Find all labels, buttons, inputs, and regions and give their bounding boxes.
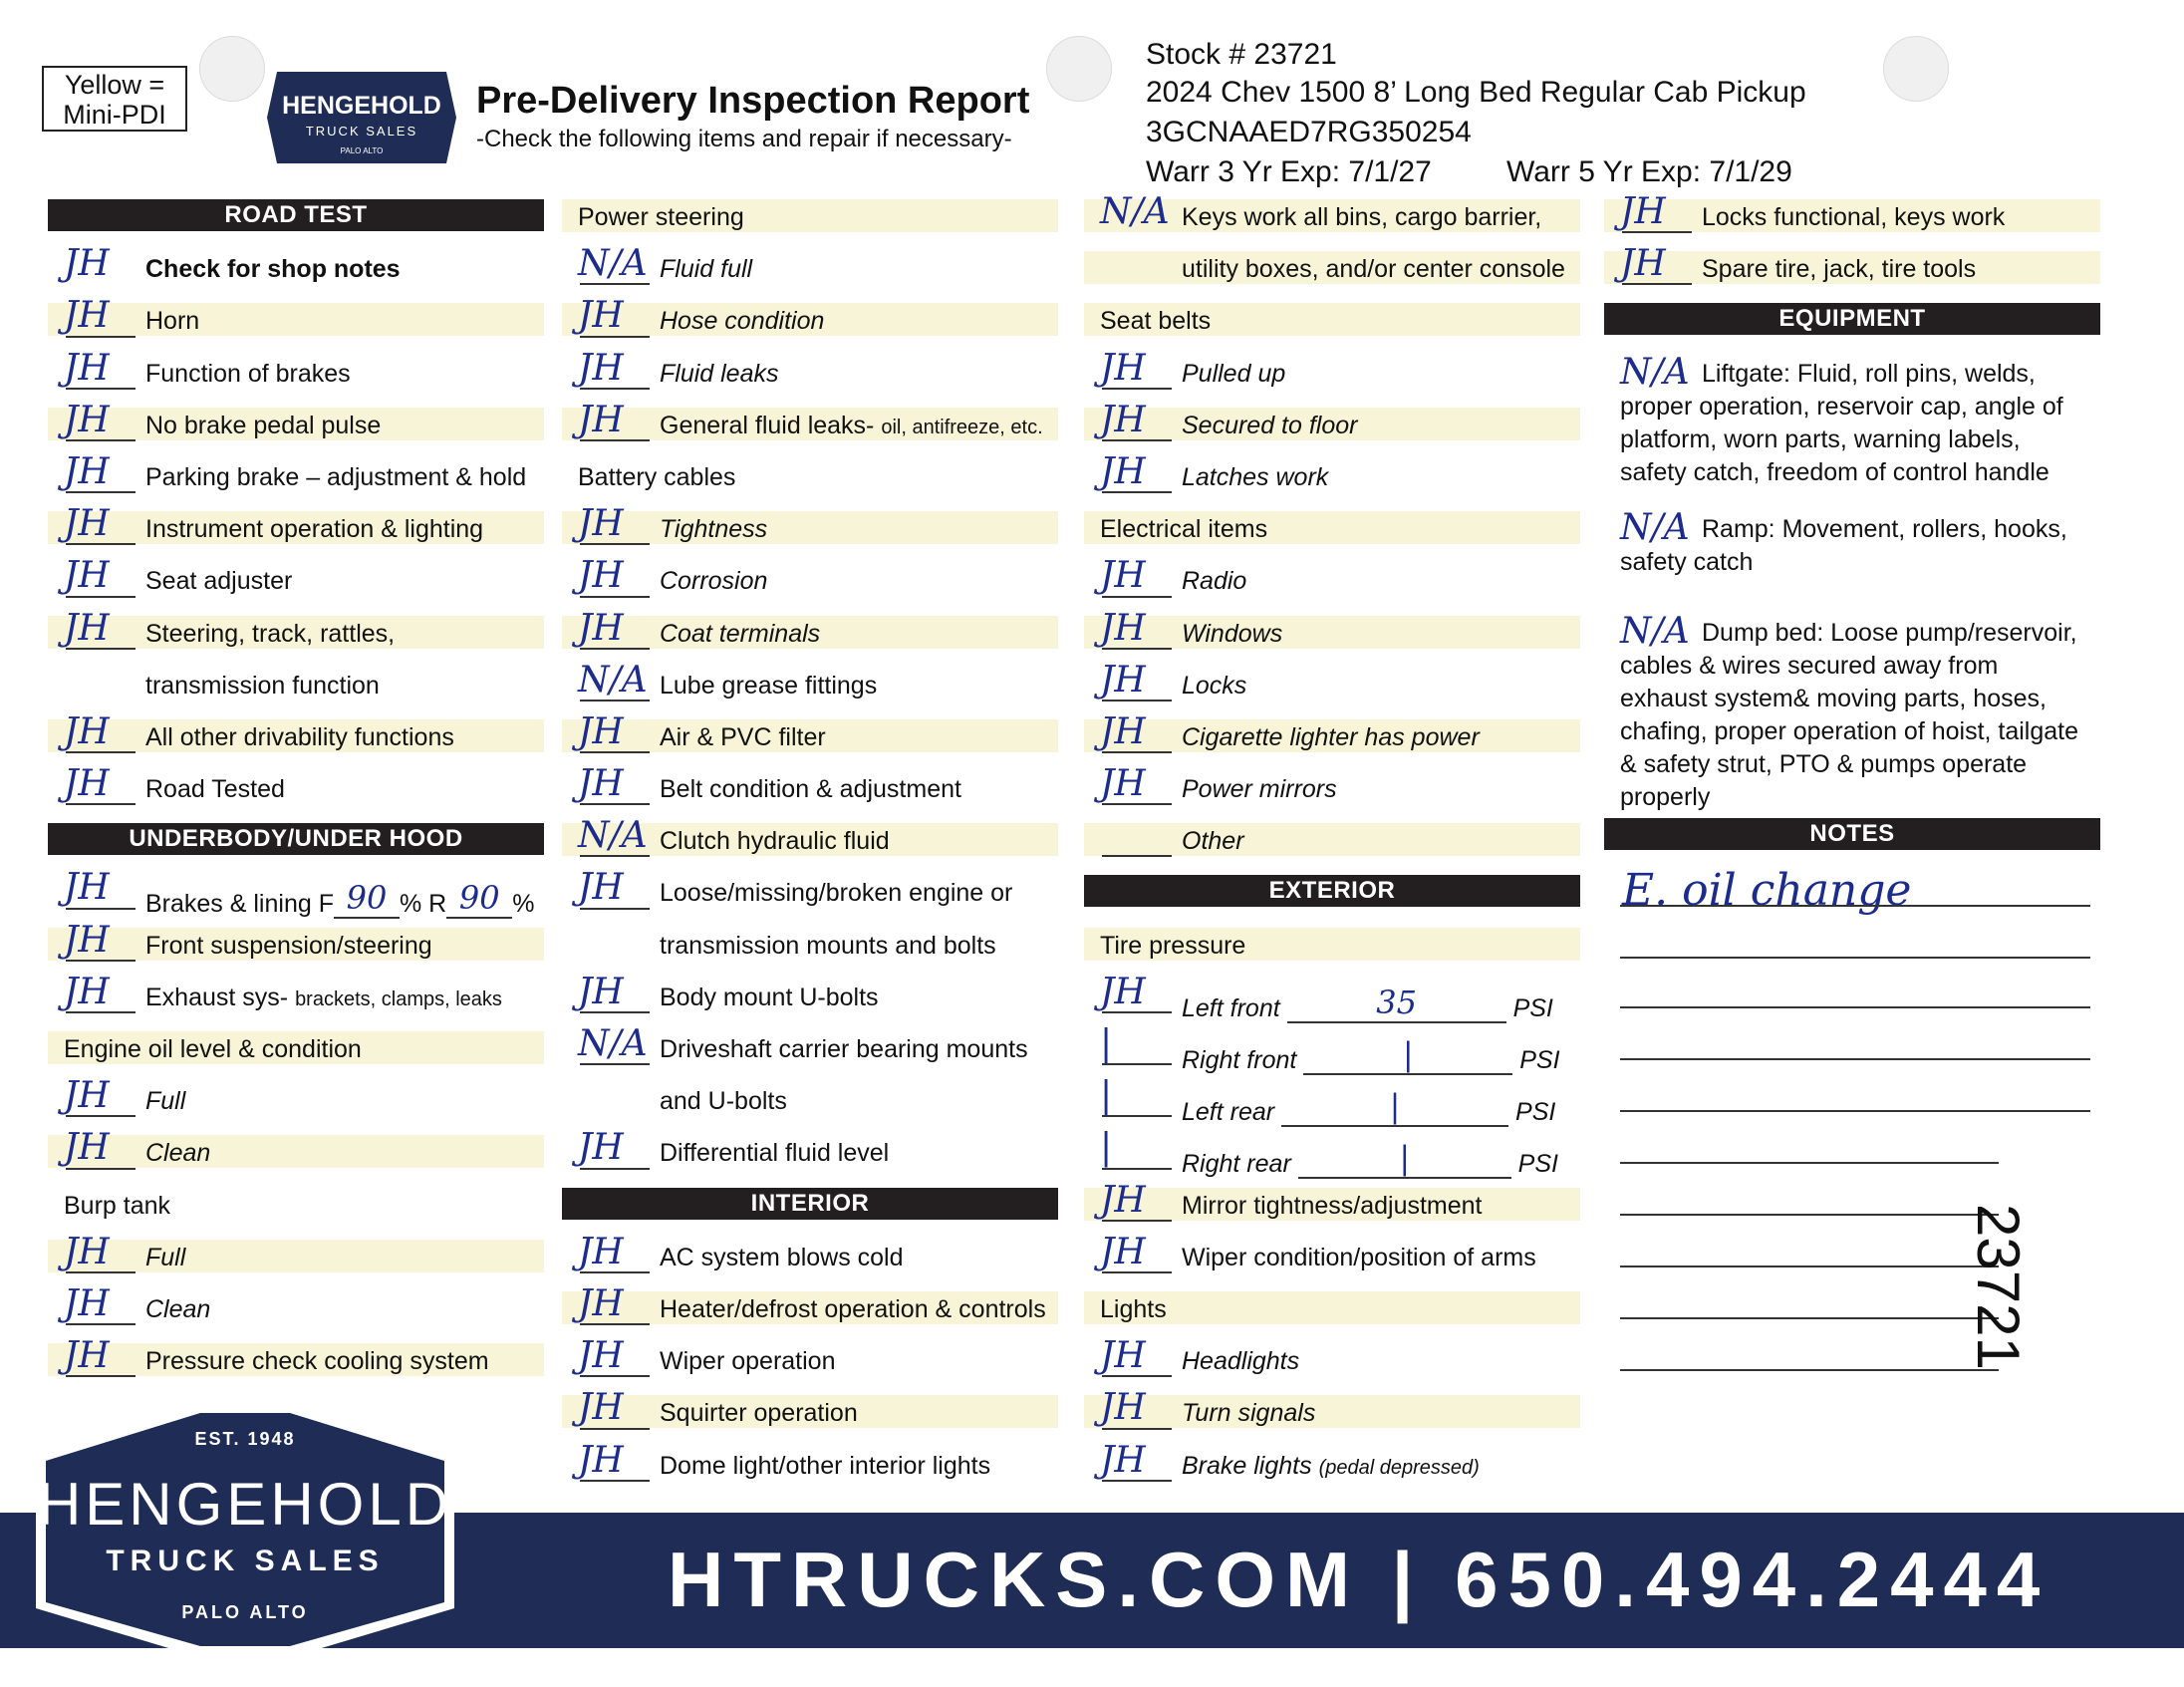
sub-heading-row [562, 195, 1058, 247]
sub-heading: Power steering [578, 203, 744, 231]
check-row [562, 763, 1058, 819]
tag-line-1: Yellow = [64, 70, 165, 100]
initials: JH [1100, 607, 1146, 649]
sub-heading: Seat belts [1100, 307, 1212, 336]
item-label: utility boxes, and/or center console [1182, 255, 1565, 284]
sub-heading: Battery cables [578, 462, 736, 491]
item-label [1182, 1035, 1560, 1075]
initials: JH [578, 503, 624, 545]
tire-label: Right front [1182, 1046, 1297, 1074]
front-lining-value: 90 [334, 879, 400, 919]
item-label: Latches work [1182, 462, 1329, 491]
item-label: Secured to floor [1182, 411, 1358, 439]
check-row-cont [1084, 247, 1580, 299]
item-label: Fluid leaks [660, 359, 779, 388]
check-row [1084, 1439, 1580, 1496]
section-road-test: ROAD TEST [48, 199, 544, 231]
item-label: Tightness [660, 515, 768, 544]
sub-heading-row [1084, 924, 1580, 976]
check-row [48, 919, 544, 976]
check-row [48, 503, 544, 559]
column-equipment-notes [1604, 191, 2100, 866]
check-row [562, 503, 1058, 559]
sub-heading-row [48, 1184, 544, 1236]
initials: JH [1100, 763, 1146, 805]
initials: JH [1100, 555, 1146, 597]
sub-heading-row [1084, 507, 1580, 559]
column-road-test [48, 195, 544, 1391]
check-row [562, 1231, 1058, 1287]
initials: JH [578, 1127, 624, 1169]
item-label: Spare tire, jack, tire tools [1702, 255, 1977, 284]
item-label: Road Tested [145, 775, 285, 804]
initials: N/A [1620, 351, 1690, 393]
sub-heading: Electrical items [1100, 515, 1268, 544]
initials: JH [64, 919, 110, 961]
item-label: Loose/missing/broken engine or [660, 879, 1013, 908]
note-line [1620, 1110, 2090, 1112]
initials: JH [64, 450, 110, 492]
item-label: and U-bolts [660, 1087, 787, 1116]
item-label: Pressure check cooling system [145, 1347, 489, 1376]
check-row [1084, 1387, 1580, 1443]
check-row [48, 1127, 544, 1183]
initials: JH [1100, 1387, 1146, 1429]
check-row [1084, 191, 1580, 247]
item-label: Locks functional, keys work [1702, 203, 2006, 231]
item-label: Parking brake – adjustment & hold [145, 462, 527, 491]
item-label: Instrument operation & lighting [145, 515, 484, 544]
initials: JH [64, 1282, 110, 1324]
item-label: Dome light/other interior lights [660, 1451, 991, 1480]
initials: JH [1100, 1179, 1146, 1221]
item-label: Horn [145, 307, 200, 336]
item-label: Full [145, 1243, 186, 1271]
item-label: Ramp: Movement, rollers, hooks, safety catch [1620, 514, 2067, 576]
item-label: Body mount U-bolts [660, 983, 879, 1011]
initials: JH [578, 867, 624, 909]
badge-city: PALO ALTO [181, 1602, 309, 1622]
initials: JH [64, 503, 110, 545]
check-row [48, 399, 544, 455]
rear-lining-value: 90 [446, 879, 512, 919]
sub-heading: Burp tank [64, 1191, 171, 1220]
item-label: Lube grease fittings [660, 671, 878, 700]
item-label [145, 879, 534, 919]
initials: N/A [578, 659, 648, 701]
initials: JH [64, 867, 110, 909]
item-label: Clean [145, 1139, 211, 1168]
check-row [1084, 1231, 1580, 1287]
rear-prefix: % R [399, 890, 447, 919]
item-label: Squirter operation [660, 1399, 858, 1428]
psi-unit: PSI [1512, 993, 1553, 1022]
initials: JH [578, 1439, 624, 1481]
initials: JH [1100, 399, 1146, 440]
item-label [145, 984, 502, 1012]
initials: JH [1620, 191, 1666, 232]
initials: JH [1620, 243, 1666, 285]
header-logo-name: HENGEHOLD [282, 92, 441, 120]
dump-bed-row [1604, 611, 2100, 814]
item-label: All other drivability functions [145, 722, 454, 751]
check-row [1084, 819, 1580, 871]
item-label: Turn signals [1182, 1399, 1316, 1428]
hengehold-badge-logo [6, 1395, 482, 1656]
stock-number: Stock # 23721 [1146, 38, 1337, 71]
item-label: Corrosion [660, 567, 768, 596]
check-row [562, 555, 1058, 611]
item-label: Fluid full [660, 255, 753, 284]
initials: JH [64, 347, 110, 389]
item-label: Wiper operation [660, 1347, 836, 1376]
tire-row [1084, 1023, 1580, 1079]
initials: JH [1100, 971, 1146, 1012]
item-label: Coat terminals [660, 619, 821, 648]
item-label: Function of brakes [145, 359, 351, 388]
brakes-lining-label: Brakes & lining F [145, 890, 334, 919]
check-row [1084, 1335, 1580, 1391]
report-title: Pre-Delivery Inspection Report [476, 80, 1030, 122]
check-row [48, 347, 544, 404]
initials: JH [578, 1387, 624, 1429]
check-row [48, 710, 544, 767]
item-label [1182, 1139, 1558, 1179]
psi-unit: PSI [1515, 1098, 1556, 1127]
check-row [1084, 399, 1580, 455]
column-keys-exterior [1084, 191, 1580, 1496]
item-label [1182, 1087, 1555, 1127]
initials: N/A [578, 815, 648, 857]
initials: | [1100, 1023, 1113, 1064]
initials: JH [1100, 1335, 1146, 1377]
item-label: Front suspension/steering [145, 931, 432, 960]
note-line [1620, 1058, 2090, 1060]
general-leaks-detail: oil, antifreeze, etc. [881, 416, 1043, 438]
tire-row [1084, 1127, 1580, 1183]
badge-est: EST. 1948 [194, 1429, 296, 1449]
brake-lights-detail: (pedal depressed) [1318, 1456, 1480, 1479]
check-row-cont [562, 924, 1058, 976]
section-equipment: EQUIPMENT [1604, 303, 2100, 335]
initials: | [1100, 1075, 1113, 1117]
sub-heading-row [48, 1027, 544, 1079]
sub-heading: Lights [1100, 1294, 1167, 1323]
punch-hole [1883, 36, 1949, 102]
item-label: Full [145, 1087, 186, 1116]
check-row [562, 1023, 1058, 1079]
note-line [1620, 1265, 1999, 1267]
item-label: Cigarette lighter has power [1182, 722, 1480, 751]
section-notes: NOTES [1604, 818, 2100, 850]
item-label: transmission mounts and bolts [660, 931, 996, 960]
item-label: Windows [1182, 619, 1283, 648]
psi-unit: PSI [1519, 1046, 1560, 1074]
item-label: Driveshaft carrier bearing mounts [660, 1035, 1028, 1063]
initials: JH [578, 399, 624, 440]
check-row [48, 1282, 544, 1339]
check-row [48, 295, 544, 351]
initials: | [1100, 1127, 1113, 1169]
item-label [1182, 1452, 1480, 1481]
header-logo-city: PALO ALTO [340, 146, 384, 155]
ramp-row [1604, 507, 2100, 611]
initials: JH [578, 295, 624, 337]
punch-hole [1046, 36, 1112, 102]
item-label: Radio [1182, 567, 1247, 596]
tire-psi-value: | [1281, 1087, 1508, 1127]
general-leaks-label: General fluid leaks- [660, 411, 875, 439]
check-row [562, 971, 1058, 1027]
footer-contact: HTRUCKS.COM | 650.494.2444 [668, 1536, 2050, 1623]
check-row [48, 971, 544, 1027]
item-label [1182, 984, 1553, 1023]
tire-row [1084, 971, 1580, 1027]
check-row [48, 555, 544, 611]
check-row [562, 399, 1058, 455]
column-power-steering [562, 195, 1058, 1496]
item-label: Keys work all bins, cargo barrier, [1182, 203, 1542, 231]
item-label: Pulled up [1182, 359, 1286, 388]
item-label: Belt condition & adjustment [660, 775, 961, 804]
section-underbody: UNDERBODY/UNDER HOOD [48, 823, 544, 855]
item-label: Clutch hydraulic fluid [660, 827, 890, 856]
vehicle-description: 2024 Chev 1500 8’ Long Bed Regular Cab Pickup [1146, 76, 1806, 109]
item-label [660, 412, 1043, 440]
note-line [1620, 1369, 1999, 1371]
initials: JH [64, 710, 110, 752]
check-row [48, 607, 544, 664]
check-row [48, 1075, 544, 1131]
item-label: Heater/defrost operation & controls [660, 1294, 1046, 1323]
note-handwritten: E. oil change [1622, 865, 1912, 916]
tire-psi-value: | [1303, 1035, 1512, 1075]
item-label: Mirror tightness/adjustment [1182, 1191, 1483, 1220]
note-line [1620, 1162, 1999, 1164]
initials: JH [64, 399, 110, 440]
check-row [48, 867, 544, 923]
check-row [1084, 659, 1580, 715]
check-row [48, 1335, 544, 1391]
initials: N/A [578, 243, 648, 285]
tire-psi-value: | [1298, 1139, 1511, 1179]
initials: JH [578, 1231, 624, 1272]
initials: JH [64, 1231, 110, 1272]
warranty-3yr: Warr 3 Yr Exp: 7/1/27 [1146, 155, 1432, 188]
item-label: Dump bed: Loose pump/reservoir, cables & wires secured away from exhaust system& moving parts, hoses, chafing, proper operation of hoist, tailgate & safety strut, PTO & pumps operate properly [1620, 618, 2079, 811]
check-row [1084, 607, 1580, 664]
check-row [562, 1439, 1058, 1496]
initials: JH [64, 763, 110, 805]
check-row [562, 295, 1058, 351]
initials: JH [578, 710, 624, 752]
initials: JH [64, 243, 110, 285]
check-row [48, 450, 544, 507]
item-label: Wiper condition/position of arms [1182, 1243, 1536, 1271]
initials: JH [578, 1335, 624, 1377]
check-row [48, 763, 544, 819]
badge-brand: HENGEHOLD [37, 1471, 453, 1538]
item-label: Seat adjuster [145, 567, 293, 596]
initials: JH [64, 607, 110, 649]
liftgate-row [1604, 352, 2100, 507]
stock-number-vertical: 23721 [1965, 1204, 2032, 1370]
sub-heading: Tire pressure [1100, 931, 1246, 960]
initials: JH [578, 763, 624, 805]
check-row [562, 815, 1058, 871]
initials: JH [64, 295, 110, 337]
check-row [1084, 763, 1580, 819]
check-row [562, 710, 1058, 767]
exhaust-detail: brackets, clamps, leaks [295, 987, 502, 1010]
check-row [1084, 710, 1580, 767]
check-row [562, 1127, 1058, 1183]
check-row [562, 1282, 1058, 1339]
initials: JH [1100, 450, 1146, 492]
check-row [48, 243, 544, 299]
note-line [1620, 905, 2090, 907]
initials: JH [1100, 659, 1146, 701]
item-label: Power mirrors [1182, 775, 1337, 804]
check-row [562, 1335, 1058, 1391]
punch-hole [199, 36, 265, 102]
note-line [1620, 1214, 1999, 1216]
initials: N/A [1620, 506, 1690, 548]
report-subtitle: -Check the following items and repair if necessary- [476, 126, 1012, 152]
sub-heading-row [562, 455, 1058, 507]
item-label: No brake pedal pulse [145, 411, 382, 439]
mini-pdi-tag [42, 66, 187, 132]
warranty-5yr: Warr 5 Yr Exp: 7/1/29 [1506, 155, 1792, 188]
initials: JH [64, 971, 110, 1012]
initials: JH [64, 555, 110, 597]
tag-line-2: Mini-PDI [63, 100, 166, 130]
check-row [562, 867, 1058, 923]
check-row [562, 347, 1058, 404]
item-label: Liftgate: Fluid, roll pins, welds, proper operation, reservoir cap, angle of platform, worn parts, warning labels, safety catch, freedom of control handle [1620, 359, 2063, 486]
check-row [1084, 1179, 1580, 1236]
item-label: transmission function [145, 671, 380, 700]
badge-sub: TRUCK SALES [106, 1545, 385, 1577]
initials: JH [578, 555, 624, 597]
initials: N/A [1620, 610, 1690, 652]
initials: N/A [1100, 191, 1170, 232]
check-row [1604, 243, 2100, 299]
check-row [562, 607, 1058, 664]
initials: JH [1100, 1231, 1146, 1272]
initials: JH [1100, 347, 1146, 389]
item-label: Locks [1182, 671, 1247, 700]
item-label: Differential fluid level [660, 1139, 890, 1168]
initials: JH [64, 1075, 110, 1117]
check-row [1604, 191, 2100, 247]
check-row [48, 1231, 544, 1287]
item-label: Air & PVC filter [660, 722, 826, 751]
initials: N/A [578, 1023, 648, 1064]
item-label: Hose condition [660, 307, 825, 336]
initials: JH [64, 1335, 110, 1377]
psi-unit: PSI [1517, 1150, 1558, 1179]
initials: JH [64, 1127, 110, 1169]
note-line [1620, 1317, 1999, 1319]
sub-heading-row [1084, 1287, 1580, 1339]
initials: JH [578, 1282, 624, 1324]
percent-sign: % [512, 890, 535, 919]
check-row [562, 243, 1058, 299]
header-logo [267, 64, 456, 171]
item-label: Steering, track, rattles, [145, 619, 396, 648]
vin: 3GCNAAED7RG350254 [1146, 116, 1472, 148]
check-row [562, 1387, 1058, 1443]
item-label: Headlights [1182, 1347, 1300, 1376]
initials: JH [1100, 710, 1146, 752]
sub-heading: Engine oil level & condition [64, 1035, 362, 1063]
check-row [1084, 555, 1580, 611]
tire-psi-value: 35 [1287, 984, 1506, 1023]
item-label: Check for shop notes [145, 255, 401, 284]
item-label: AC system blows cold [660, 1243, 904, 1271]
initials: JH [1100, 1439, 1146, 1481]
sub-heading-row [1084, 299, 1580, 351]
initials: JH [578, 607, 624, 649]
tire-label: Left front [1182, 993, 1280, 1022]
note-line [1620, 957, 2090, 959]
note-line [1620, 1006, 2090, 1008]
check-row [1084, 347, 1580, 404]
check-row [562, 659, 1058, 715]
check-row-cont [48, 664, 544, 715]
item-label: Clean [145, 1294, 211, 1323]
initials: JH [578, 971, 624, 1012]
initials: JH [578, 347, 624, 389]
tire-label: Right rear [1182, 1150, 1291, 1179]
exhaust-label: Exhaust sys- [145, 983, 289, 1011]
brake-lights-label: Brake lights [1182, 1451, 1312, 1480]
check-row [1084, 450, 1580, 507]
item-label: Other [1182, 827, 1244, 856]
check-row-cont [562, 1079, 1058, 1131]
header-logo-sub: TRUCK SALES [305, 124, 418, 139]
tire-row [1084, 1075, 1580, 1131]
tire-label: Left rear [1182, 1098, 1275, 1127]
section-exterior: EXTERIOR [1084, 875, 1580, 907]
section-interior: INTERIOR [562, 1188, 1058, 1220]
